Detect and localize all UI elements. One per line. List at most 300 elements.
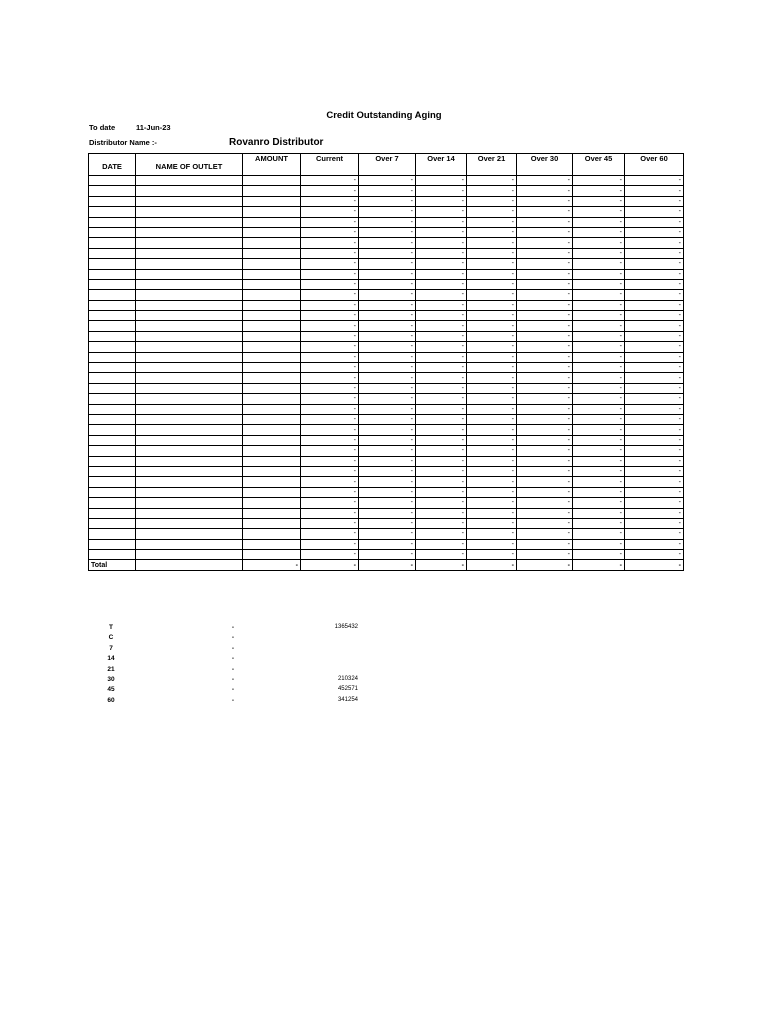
over-60-cell: - (625, 539, 684, 549)
over-14-cell: - (416, 290, 467, 300)
date-cell (89, 498, 136, 508)
over-45-cell: - (573, 186, 625, 196)
over-30-cell: - (517, 259, 573, 269)
table-row (89, 518, 684, 528)
table-row (89, 217, 684, 227)
over-14-cell: - (416, 269, 467, 279)
table-row (89, 477, 684, 487)
header-over-30: Over 30 (517, 154, 573, 176)
amount-cell (243, 425, 301, 435)
outlet-cell (136, 508, 243, 518)
outlet-cell (136, 342, 243, 352)
summary-label: 14 (107, 655, 115, 663)
over-14-cell: - (416, 383, 467, 393)
over-45-cell: - (573, 331, 625, 341)
over-7-cell: - (359, 539, 416, 549)
summary-dash: - (231, 624, 235, 631)
over-30-cell: - (517, 498, 573, 508)
over-30-cell: - (517, 363, 573, 373)
summary-dash: - (231, 675, 235, 683)
summary-label: 7 (109, 644, 113, 652)
over-30-cell: - (517, 394, 573, 404)
over-45-cell: - (573, 414, 625, 424)
date-cell (89, 394, 136, 404)
over-21-cell: - (467, 321, 517, 331)
summary-value: 341254 (337, 696, 358, 703)
over-45-cell: - (573, 300, 625, 310)
over-21-cell: - (467, 352, 517, 362)
table-row (89, 207, 684, 217)
outlet-cell (136, 394, 243, 404)
current-cell: - (301, 550, 359, 560)
outlet-cell (136, 518, 243, 528)
over-14-cell: - (416, 207, 467, 217)
over-14-cell: - (416, 498, 467, 508)
over-30-cell: - (517, 196, 573, 206)
total-over-7: - (359, 560, 416, 570)
date-cell (89, 425, 136, 435)
amount-cell (243, 248, 301, 258)
over-21-cell: - (467, 342, 517, 352)
amount-cell (243, 373, 301, 383)
table-row (89, 446, 684, 456)
summary-label: 21 (107, 665, 115, 673)
over-14-cell: - (416, 477, 467, 487)
amount-cell (243, 435, 301, 445)
over-30-cell: - (517, 477, 573, 487)
over-60-cell: - (625, 238, 684, 248)
over-45-cell: - (573, 217, 625, 227)
over-7-cell: - (359, 217, 416, 227)
date-cell (89, 466, 136, 476)
outlet-cell (136, 487, 243, 497)
summary-label: T (109, 624, 113, 631)
date-cell (89, 342, 136, 352)
over-7-cell: - (359, 498, 416, 508)
outlet-cell (136, 539, 243, 549)
over-7-cell: - (359, 269, 416, 279)
date-cell (89, 404, 136, 414)
outlet-cell (136, 331, 243, 341)
table-row (89, 539, 684, 549)
over-14-cell: - (416, 238, 467, 248)
current-cell: - (301, 446, 359, 456)
summary-row (88, 686, 388, 696)
over-14-cell: - (416, 529, 467, 539)
table-row (89, 404, 684, 414)
over-21-cell: - (467, 414, 517, 424)
table-row (89, 352, 684, 362)
outlet-cell (136, 550, 243, 560)
table-row (89, 394, 684, 404)
header-amount: AMOUNT (243, 154, 301, 176)
to-date-label: To date (89, 123, 116, 132)
over-14-cell: - (416, 227, 467, 237)
table-row (89, 186, 684, 196)
date-cell (89, 217, 136, 227)
over-21-cell: - (467, 363, 517, 373)
summary-row (88, 624, 388, 634)
outlet-cell (136, 466, 243, 476)
table-row (89, 414, 684, 424)
amount-cell (243, 176, 301, 186)
over-60-cell: - (625, 321, 684, 331)
current-cell: - (301, 508, 359, 518)
table-row (89, 425, 684, 435)
over-45-cell: - (573, 394, 625, 404)
over-7-cell: - (359, 207, 416, 217)
over-45-cell: - (573, 248, 625, 258)
over-60-cell: - (625, 259, 684, 269)
over-60-cell: - (625, 498, 684, 508)
summary-row (88, 697, 388, 707)
table-row (89, 248, 684, 258)
current-cell: - (301, 331, 359, 341)
over-14-cell: - (416, 321, 467, 331)
header-outlet: NAME OF OUTLET (136, 154, 243, 176)
report-title: Credit Outstanding Aging (326, 110, 442, 121)
date-cell (89, 300, 136, 310)
to-date-value: 11-Jun-23 (136, 123, 171, 132)
current-cell: - (301, 477, 359, 487)
summary-label: 45 (107, 686, 115, 694)
table-row (89, 342, 684, 352)
current-cell: - (301, 217, 359, 227)
over-21-cell: - (467, 290, 517, 300)
date-cell (89, 529, 136, 539)
amount-cell (243, 394, 301, 404)
date-cell (89, 383, 136, 393)
outlet-cell (136, 259, 243, 269)
date-cell (89, 414, 136, 424)
outlet-cell (136, 456, 243, 466)
over-21-cell: - (467, 487, 517, 497)
amount-cell (243, 279, 301, 289)
over-45-cell: - (573, 227, 625, 237)
over-30-cell: - (517, 446, 573, 456)
table-row (89, 466, 684, 476)
table-row (89, 373, 684, 383)
over-30-cell: - (517, 539, 573, 549)
over-21-cell: - (467, 477, 517, 487)
over-21-cell: - (467, 508, 517, 518)
current-cell: - (301, 279, 359, 289)
amount-cell (243, 269, 301, 279)
over-30-cell: - (517, 176, 573, 186)
current-cell: - (301, 176, 359, 186)
over-7-cell: - (359, 518, 416, 528)
summary-value: 452571 (337, 686, 358, 693)
amount-cell (243, 477, 301, 487)
over-21-cell: - (467, 207, 517, 217)
outlet-cell (136, 425, 243, 435)
outlet-cell (136, 238, 243, 248)
total-outlet-cell (136, 560, 243, 570)
outlet-cell (136, 383, 243, 393)
over-30-cell: - (517, 435, 573, 445)
over-60-cell: - (625, 425, 684, 435)
over-60-cell: - (625, 227, 684, 237)
current-cell: - (301, 383, 359, 393)
over-45-cell: - (573, 539, 625, 549)
date-cell (89, 508, 136, 518)
date-cell (89, 321, 136, 331)
current-cell: - (301, 404, 359, 414)
over-60-cell: - (625, 363, 684, 373)
outlet-cell (136, 227, 243, 237)
over-30-cell: - (517, 342, 573, 352)
total-label: Total (89, 560, 136, 570)
over-45-cell: - (573, 279, 625, 289)
over-60-cell: - (625, 248, 684, 258)
outlet-cell (136, 446, 243, 456)
over-14-cell: - (416, 331, 467, 341)
date-cell (89, 518, 136, 528)
amount-cell (243, 508, 301, 518)
amount-cell (243, 259, 301, 269)
over-60-cell: - (625, 331, 684, 341)
current-cell: - (301, 196, 359, 206)
over-30-cell: - (517, 227, 573, 237)
summary-value: 210324 (337, 675, 358, 682)
header-current: Current (301, 154, 359, 176)
over-45-cell: - (573, 550, 625, 560)
outlet-cell (136, 414, 243, 424)
over-14-cell: - (416, 342, 467, 352)
over-60-cell: - (625, 196, 684, 206)
current-cell: - (301, 363, 359, 373)
amount-cell (243, 539, 301, 549)
over-14-cell: - (416, 550, 467, 560)
over-30-cell: - (517, 186, 573, 196)
over-45-cell: - (573, 311, 625, 321)
over-60-cell: - (625, 550, 684, 560)
over-60-cell: - (625, 529, 684, 539)
over-30-cell: - (517, 508, 573, 518)
date-cell (89, 176, 136, 186)
total-over-60: - (625, 560, 684, 570)
amount-cell (243, 383, 301, 393)
summary-label: 60 (107, 696, 115, 704)
current-cell: - (301, 227, 359, 237)
over-60-cell: - (625, 456, 684, 466)
table-row (89, 227, 684, 237)
outlet-cell (136, 321, 243, 331)
over-60-cell: - (625, 352, 684, 362)
current-cell: - (301, 186, 359, 196)
current-cell: - (301, 342, 359, 352)
over-30-cell: - (517, 279, 573, 289)
over-60-cell: - (625, 466, 684, 476)
over-30-cell: - (517, 487, 573, 497)
header-over-60: Over 60 (625, 154, 684, 176)
over-14-cell: - (416, 363, 467, 373)
outlet-cell (136, 435, 243, 445)
over-7-cell: - (359, 227, 416, 237)
over-45-cell: - (573, 207, 625, 217)
over-7-cell: - (359, 508, 416, 518)
over-7-cell: - (359, 529, 416, 539)
over-7-cell: - (359, 176, 416, 186)
table-row (89, 331, 684, 341)
over-7-cell: - (359, 342, 416, 352)
date-cell (89, 373, 136, 383)
over-21-cell: - (467, 331, 517, 341)
amount-cell (243, 342, 301, 352)
over-45-cell: - (573, 404, 625, 414)
amount-cell (243, 331, 301, 341)
over-30-cell: - (517, 217, 573, 227)
amount-cell (243, 352, 301, 362)
over-30-cell: - (517, 331, 573, 341)
date-cell (89, 550, 136, 560)
over-21-cell: - (467, 311, 517, 321)
over-14-cell: - (416, 425, 467, 435)
date-cell (89, 207, 136, 217)
table-row (89, 363, 684, 373)
over-30-cell: - (517, 311, 573, 321)
amount-cell (243, 414, 301, 424)
over-45-cell: - (573, 435, 625, 445)
over-21-cell: - (467, 383, 517, 393)
amount-cell (243, 404, 301, 414)
total-over-21: - (467, 560, 517, 570)
table-row (89, 196, 684, 206)
table-row (89, 290, 684, 300)
over-21-cell: - (467, 238, 517, 248)
amount-cell (243, 217, 301, 227)
over-60-cell: - (625, 217, 684, 227)
current-cell: - (301, 487, 359, 497)
over-21-cell: - (467, 446, 517, 456)
over-60-cell: - (625, 311, 684, 321)
over-7-cell: - (359, 435, 416, 445)
over-7-cell: - (359, 404, 416, 414)
table-row (89, 176, 684, 186)
summary-dash: - (231, 634, 235, 642)
over-14-cell: - (416, 311, 467, 321)
over-7-cell: - (359, 331, 416, 341)
summary-label: 30 (107, 675, 115, 683)
current-cell: - (301, 456, 359, 466)
over-7-cell: - (359, 394, 416, 404)
total-row (89, 560, 684, 570)
current-cell: - (301, 425, 359, 435)
table-row (89, 498, 684, 508)
over-21-cell: - (467, 425, 517, 435)
over-60-cell: - (625, 290, 684, 300)
over-14-cell: - (416, 466, 467, 476)
over-45-cell: - (573, 456, 625, 466)
amount-cell (243, 186, 301, 196)
over-30-cell: - (517, 269, 573, 279)
outlet-cell (136, 269, 243, 279)
summary-dash: - (231, 686, 235, 694)
date-cell (89, 269, 136, 279)
over-30-cell: - (517, 383, 573, 393)
over-7-cell: - (359, 477, 416, 487)
amount-cell (243, 487, 301, 497)
over-21-cell: - (467, 456, 517, 466)
current-cell: - (301, 300, 359, 310)
over-60-cell: - (625, 446, 684, 456)
over-60-cell: - (625, 414, 684, 424)
over-21-cell: - (467, 466, 517, 476)
over-30-cell: - (517, 466, 573, 476)
table-row (89, 321, 684, 331)
table-row (89, 508, 684, 518)
over-45-cell: - (573, 238, 625, 248)
over-30-cell: - (517, 290, 573, 300)
over-21-cell: - (467, 186, 517, 196)
over-14-cell: - (416, 404, 467, 414)
distributor-label: Distributor Name :- (89, 138, 157, 147)
over-7-cell: - (359, 363, 416, 373)
over-7-cell: - (359, 373, 416, 383)
over-45-cell: - (573, 508, 625, 518)
over-21-cell: - (467, 518, 517, 528)
over-7-cell: - (359, 550, 416, 560)
over-60-cell: - (625, 394, 684, 404)
table-row (89, 300, 684, 310)
over-7-cell: - (359, 300, 416, 310)
date-cell (89, 290, 136, 300)
summary-row (88, 666, 388, 676)
current-cell: - (301, 321, 359, 331)
total-amount: - (243, 560, 301, 570)
over-60-cell: - (625, 508, 684, 518)
over-21-cell: - (467, 217, 517, 227)
outlet-cell (136, 207, 243, 217)
outlet-cell (136, 196, 243, 206)
over-21-cell: - (467, 259, 517, 269)
over-60-cell: - (625, 487, 684, 497)
current-cell: - (301, 290, 359, 300)
over-30-cell: - (517, 352, 573, 362)
amount-cell (243, 466, 301, 476)
over-30-cell: - (517, 207, 573, 217)
header-over-21: Over 21 (467, 154, 517, 176)
over-30-cell: - (517, 518, 573, 528)
outlet-cell (136, 290, 243, 300)
total-over-45: - (573, 560, 625, 570)
amount-cell (243, 300, 301, 310)
date-cell (89, 196, 136, 206)
date-cell (89, 539, 136, 549)
current-cell: - (301, 373, 359, 383)
summary-dash: - (231, 665, 235, 673)
over-14-cell: - (416, 186, 467, 196)
over-14-cell: - (416, 196, 467, 206)
over-21-cell: - (467, 248, 517, 258)
table-row (89, 383, 684, 393)
amount-cell (243, 311, 301, 321)
outlet-cell (136, 248, 243, 258)
amount-cell (243, 321, 301, 331)
over-45-cell: - (573, 373, 625, 383)
over-7-cell: - (359, 279, 416, 289)
current-cell: - (301, 394, 359, 404)
over-60-cell: - (625, 404, 684, 414)
over-7-cell: - (359, 466, 416, 476)
over-21-cell: - (467, 373, 517, 383)
amount-cell (243, 196, 301, 206)
over-60-cell: - (625, 373, 684, 383)
current-cell: - (301, 269, 359, 279)
date-cell (89, 352, 136, 362)
over-7-cell: - (359, 456, 416, 466)
current-cell: - (301, 466, 359, 476)
